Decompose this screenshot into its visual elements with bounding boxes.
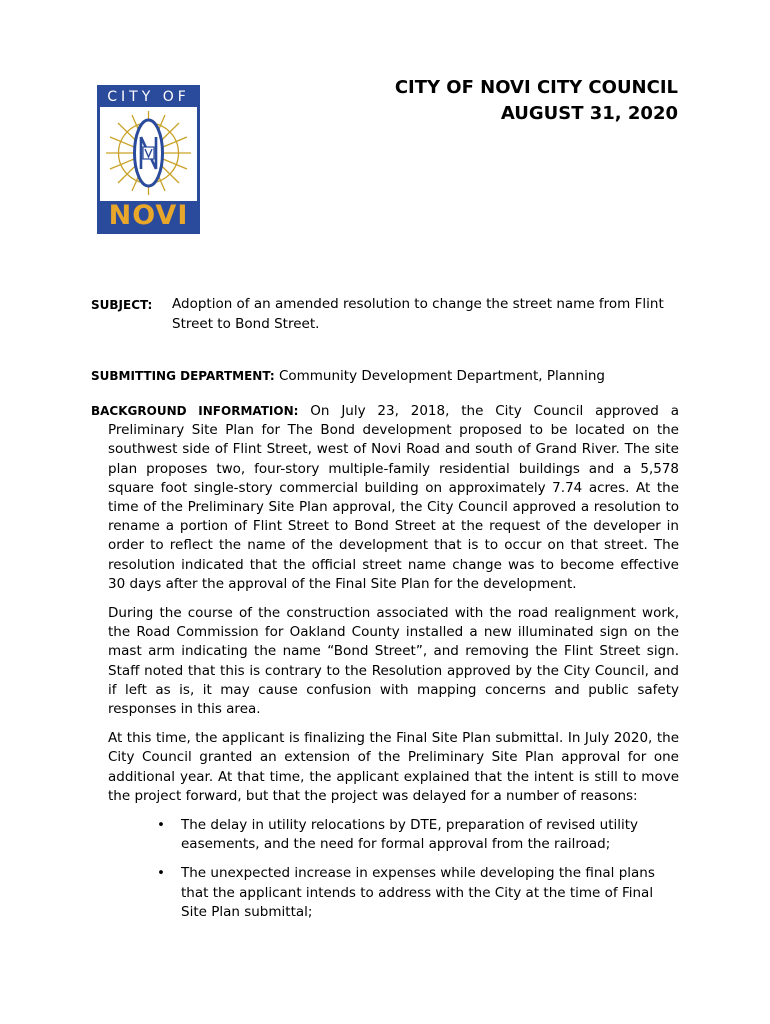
department-value: Community Development Department, Planning bbox=[274, 368, 605, 384]
list-item bbox=[157, 864, 679, 922]
bullet-icon: • bbox=[157, 865, 165, 882]
background-paragraph-3: At this time, the applicant is finalizing the Final Site Plan submittal. In July 2020, the City Council granted an extension of the Preliminary Site Plan approval for one additional year. At that time, the applicant explained that the intent is still to move the project forward, but that the project was delayed for a number of reasons: bbox=[108, 730, 679, 804]
bullet-icon: • bbox=[157, 817, 165, 834]
subject-text: Adoption of an amended resolution to change the street name from Flint Street to Bond Street. bbox=[172, 296, 664, 332]
meeting-date: AUGUST 31, 2020 bbox=[500, 103, 678, 124]
list-item-text: The unexpected increase in expenses while developing the final plans that the applicant intends to address with the City at the time of Final Site Plan submittal; bbox=[181, 865, 655, 920]
background-paragraph-2: During the course of the construction associated with the road realignment work, the Road Commission for Oakland County installed a new illuminated sign on the mast arm indicating the name “Bond Street”, and removing the Flint Street sign. Staff noted that this is contrary to the Resolution approved by the City Council, and if left as is, it may cause confusion with mapping concerns and public safety responses in this area. bbox=[108, 605, 679, 718]
logo-emblem bbox=[100, 107, 197, 199]
list-item-text: The delay in utility relocations by DTE, preparation of revised utility easements, and the need for formal approval from the railroad; bbox=[181, 817, 639, 853]
city-of-novi-logo bbox=[97, 85, 200, 234]
logo-bottom-text: NOVI bbox=[100, 201, 197, 231]
background-paragraph-1 bbox=[91, 402, 679, 594]
background-p1-text: On July 23, 2018, the City Council approved a Preliminary Site Plan for The Bond development proposed to be located on the southwest side of Flint Street, west of Novi Road and south of Grand River. The site plan proposes two, four-story multiple-family residential buildings and a 5,578 square foot single-story commercial building on approximately 7.74 acres. At the time of the Preliminary Site Plan approval, the City Council approved a resolution to rename a portion of Flint Street to Bond Street at the request of the developer in order to reflect the name of the development that is to occur on that street. The resolution indicated that the official street name change was to become effective 30 days after the approval of the Final Site Plan for the development. bbox=[108, 403, 679, 592]
logo-top-text: CITY OF bbox=[100, 88, 197, 107]
reasons-list bbox=[91, 816, 679, 922]
document-header bbox=[395, 75, 678, 127]
list-item bbox=[157, 816, 679, 854]
department-label: SUBMITTING DEPARTMENT: bbox=[91, 369, 275, 383]
council-title: CITY OF NOVI CITY COUNCIL bbox=[394, 77, 678, 98]
submitting-department bbox=[91, 366, 605, 386]
background-label: BACKGROUND INFORMATION: bbox=[91, 404, 299, 418]
sunburst-emblem-icon bbox=[100, 107, 197, 199]
background-section bbox=[91, 402, 679, 932]
subject-label: SUBJECT: bbox=[91, 298, 153, 312]
